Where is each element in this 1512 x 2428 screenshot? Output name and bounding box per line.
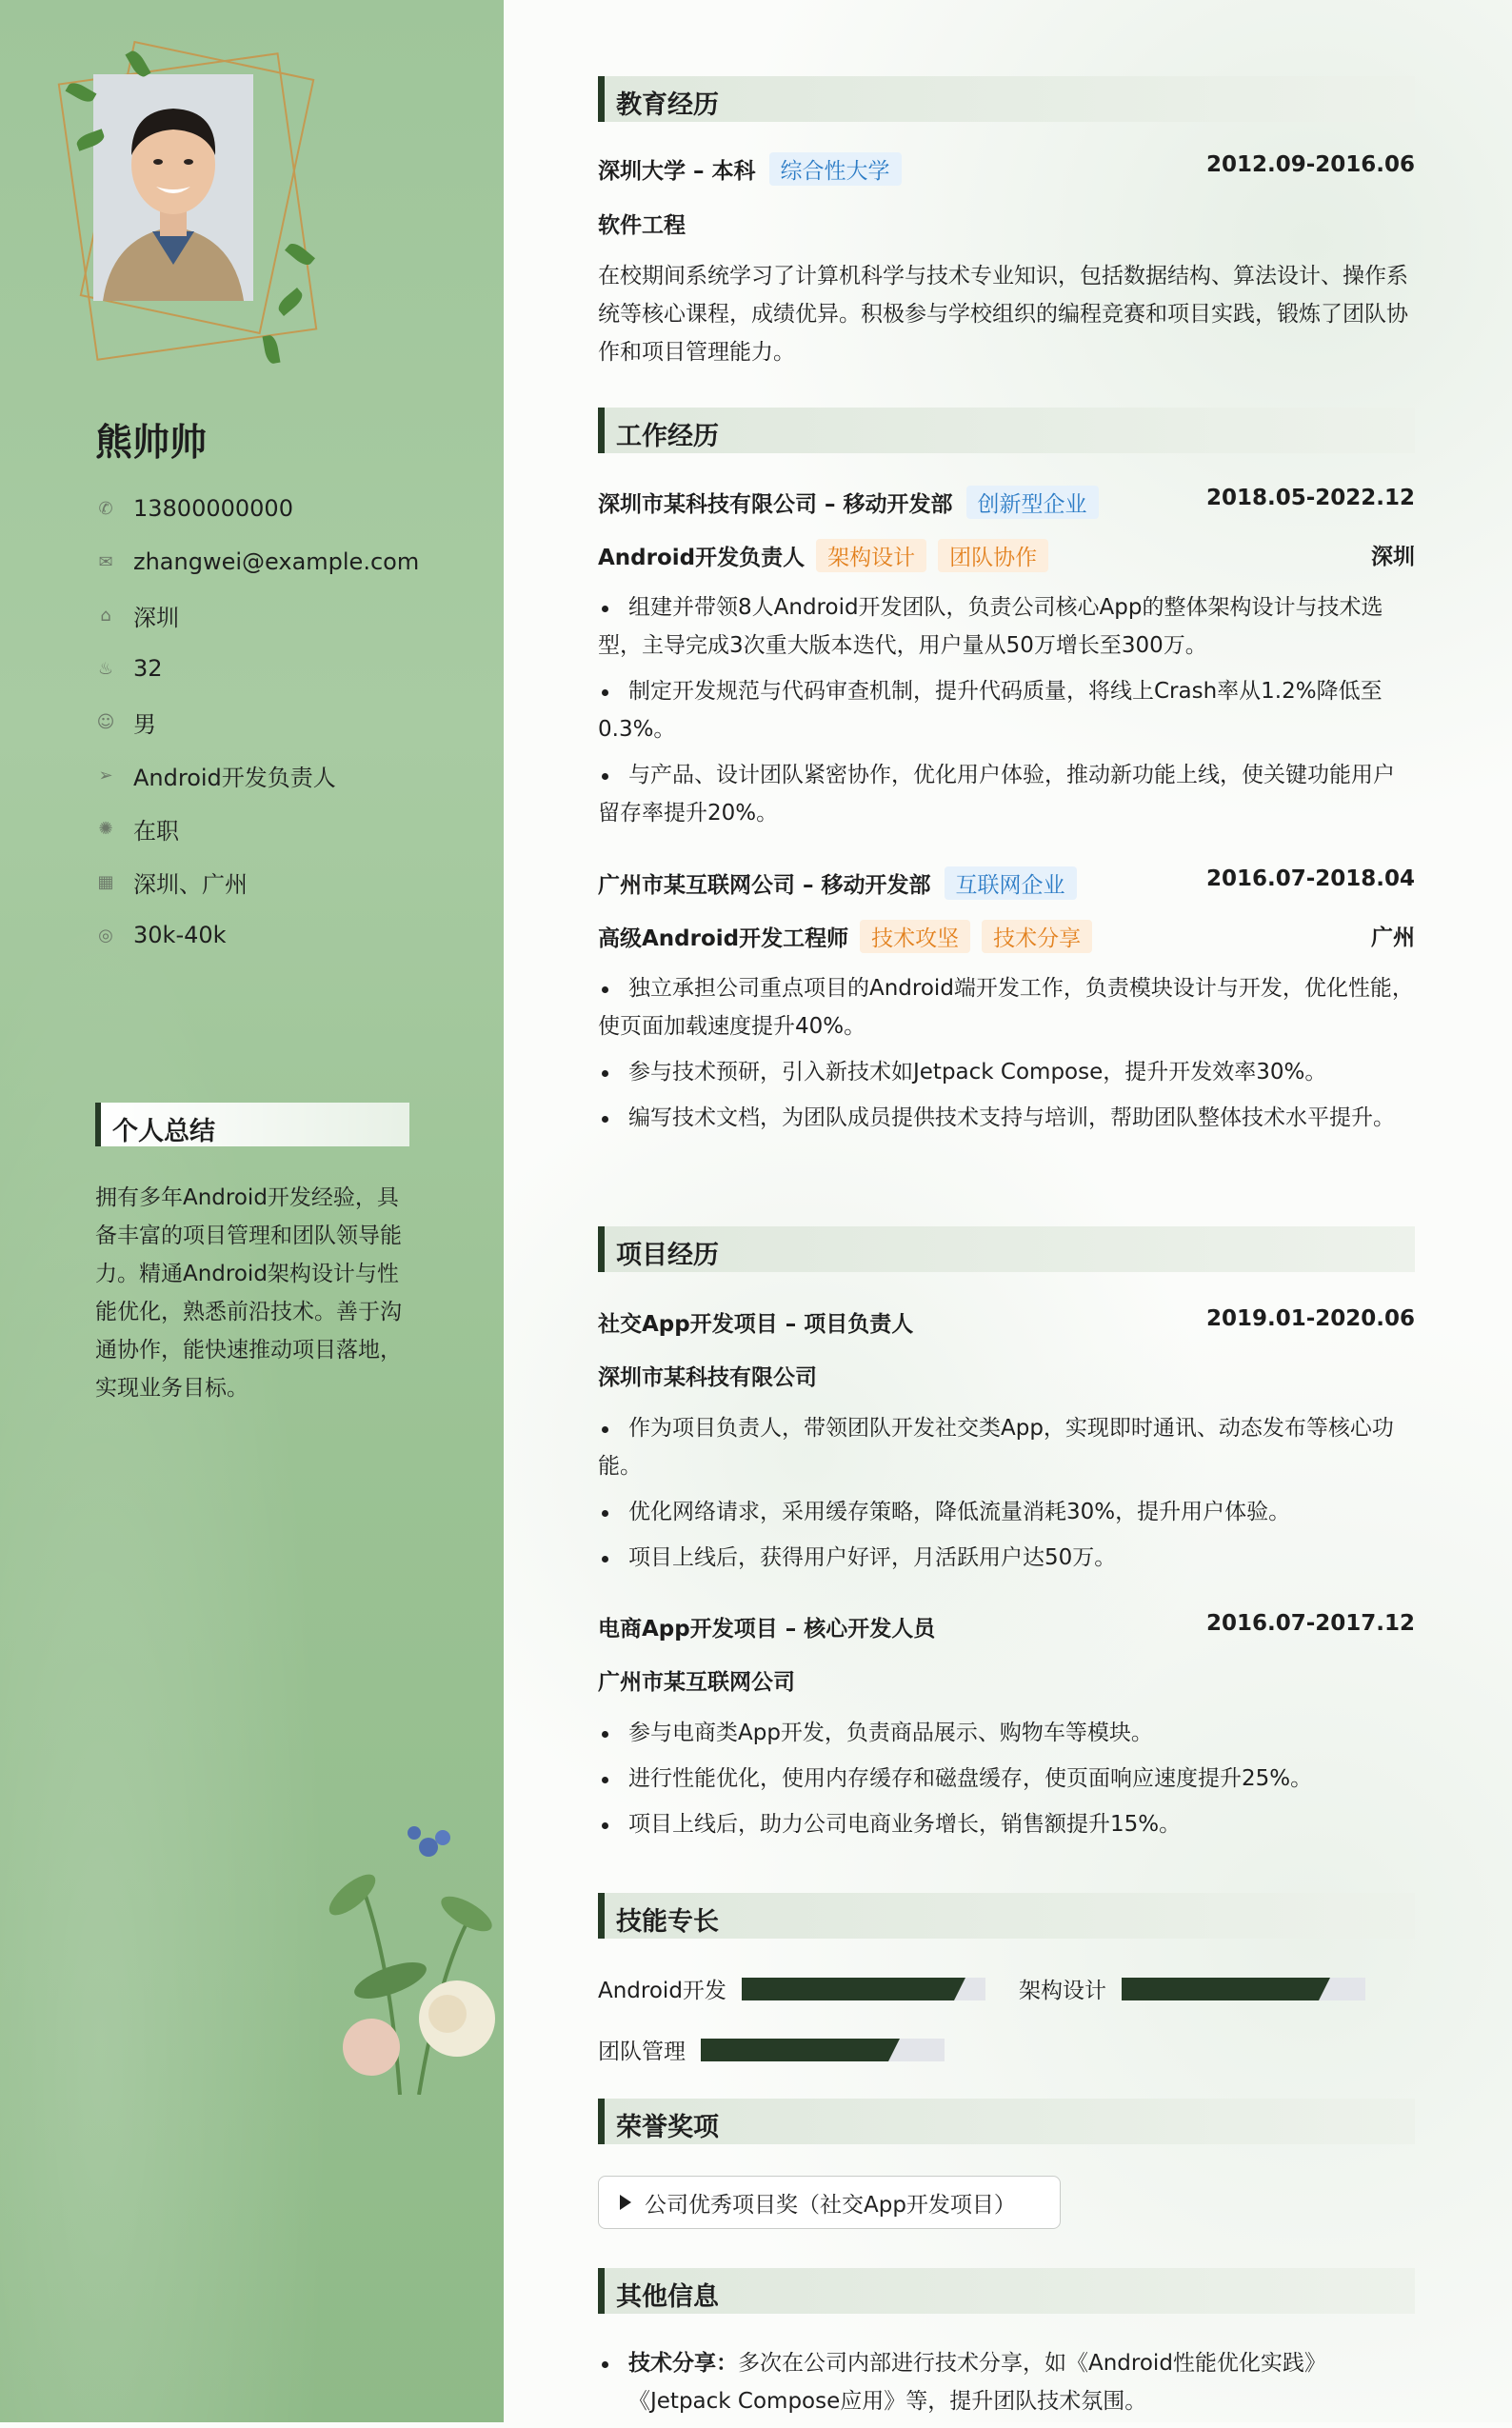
triangle-right-icon (620, 2195, 631, 2210)
list-item: 项目上线后，助力公司电商业务增长，销售额提升15%。 (598, 1805, 1415, 1843)
other-bullets (598, 2344, 1415, 2428)
phone-icon: ✆ (98, 498, 113, 519)
gender-icon: ☺ (96, 711, 115, 732)
skill-tag: 技术攻坚 (860, 920, 970, 953)
list-item: 作为项目负责人，带领团队开发社交类App，实现即时通讯、动态发布等核心功能。 (598, 1409, 1415, 1485)
info-age: ♨ 32 (95, 651, 163, 686)
job-role: Android开发负责人 (598, 546, 806, 570)
job-date: 2016.07-2018.04 (1205, 866, 1415, 891)
list-item: 参与技术预研，引入新技术如Jetpack Compose，提升开发效率30%。 (598, 1053, 1415, 1091)
project-company: 广州市某互联网公司 (598, 1670, 795, 1695)
status-icon: ✺ (98, 818, 113, 839)
company-type-tag: 创新型企业 (966, 486, 1099, 519)
job-bullets (598, 969, 1415, 1144)
flower-decoration (305, 1771, 505, 2095)
building-icon: ▦ (97, 871, 114, 892)
info-email[interactable]: ✉ zhangwei@example.com (95, 545, 419, 579)
project-date: 2019.01-2020.06 (1205, 1306, 1415, 1331)
summary-text: 拥有多年Android开发经验，具备丰富的项目管理和团队领导能力。精通Android架构设计与性能优化，熟悉前沿技术。善于沟通协作，能快速推动项目落地，实现业务目标。 (95, 1185, 402, 1401)
skill-tag: 团队协作 (938, 539, 1048, 572)
list-item: 制定开发规范与代码审查机制，提升代码质量，将线上Crash率从1.2%降低至0.3%。 (598, 672, 1415, 748)
list-item: 进行性能优化，使用内存缓存和磁盘缓存，使页面响应速度提升25%。 (598, 1760, 1415, 1798)
info-cities: ▦ 深圳、广州 (95, 865, 248, 899)
skill-bar (742, 1978, 985, 2000)
job-role-row (598, 539, 1415, 572)
leaf-decoration (263, 334, 281, 365)
list-item: 优化网络请求，采用缓存策略，降低流量消耗30%，提升用户体验。 (598, 1493, 1415, 1531)
education-date: 2012.09-2016.06 (1205, 152, 1415, 177)
job-header (598, 866, 1415, 900)
job-company: 深圳市某科技有限公司 – 移动开发部 (598, 492, 953, 517)
salary-icon: ◎ (98, 925, 113, 945)
skill-item: 架构设计 (1019, 1973, 1365, 2004)
project-header (598, 1611, 1415, 1642)
list-item: 独立承担公司重点项目的Android端开发工作，负责模块设计与开发，优化性能，使页面加载速度提升40%。 (598, 969, 1415, 1045)
job-role: 高级Android开发工程师 (598, 926, 849, 951)
list-item: 编写技术文档，为团队成员提供技术支持与培训，帮助团队整体技术水平提升。 (598, 1099, 1415, 1137)
list-item: 与产品、设计团队紧密协作，优化用户体验，推动新功能上线，使关键功能用户留存率提升20%。 (598, 756, 1415, 832)
info-position: ➢ Android开发负责人 (95, 758, 336, 792)
list-item: 组建并带领8人Android开发团队，负责公司核心App的整体架构设计与技术选型，主导完成3次重大版本迭代，用户量从50万增长至300万。 (598, 588, 1415, 665)
skill-item: 团队管理 (598, 2034, 945, 2065)
skill-item: Android开发 (598, 1973, 985, 2004)
avatar (93, 74, 253, 301)
project-bullets (598, 1714, 1415, 1851)
skill-bar-fill (742, 1978, 954, 2000)
skill-bar (701, 2039, 945, 2061)
cake-icon: ♨ (97, 658, 114, 679)
list-item (598, 2344, 1415, 2420)
project-date: 2016.07-2017.12 (1205, 1611, 1415, 1636)
photo-frame (67, 38, 324, 362)
skill-bar (1122, 1978, 1365, 2000)
section-projects-header: 项目经历 (598, 1226, 1415, 1272)
project-bullets (598, 1409, 1415, 1584)
info-gender: ☺ 男 (96, 710, 156, 738)
info-phone: ✆ 13800000000 (95, 491, 293, 526)
education-major: 软件工程 (598, 213, 686, 238)
award-item[interactable]: 公司优秀项目奖（社交App开发项目） (598, 2176, 1061, 2229)
job-date: 2018.05-2022.12 (1205, 486, 1415, 510)
school-type-tag: 综合性大学 (769, 152, 902, 186)
company-type-tag: 互联网企业 (945, 866, 1077, 900)
education-description: 在校期间系统学习了计算机科学与技术专业知识，包括数据结构、算法设计、操作系统等核心课程，成绩优异。积极参与学校组织的编程竞赛和项目实践，锻炼了团队协作和项目管理能力。 (598, 264, 1408, 365)
project-name: 电商App开发项目 – 核心开发人员 (598, 1617, 936, 1642)
sidebar (0, 0, 504, 2422)
section-other-header: 其他信息 (598, 2268, 1415, 2314)
section-work-header: 工作经历 (598, 408, 1415, 453)
job-city: 深圳 (1371, 545, 1415, 569)
education-school: 深圳大学 – 本科 (598, 159, 756, 184)
mail-icon: ✉ (98, 551, 113, 572)
skill-bar-fill (1122, 1978, 1319, 2000)
profile-name: 熊帅帅 (95, 422, 208, 465)
education-school-row (598, 152, 1415, 186)
info-salary: ◎ 30k-40k (95, 918, 227, 952)
job-role-row (598, 920, 1415, 953)
other-label: 技术分享： (628, 2351, 738, 2376)
home-icon: ⌂ (100, 605, 111, 626)
section-summary-header: 个人总结 (95, 1103, 409, 1146)
other-text: 多次在公司内部进行技术分享，如《Android性能优化实践》《Jetpack Compose应用》等，提升团队技术氛围。 (628, 2351, 1326, 2414)
section-honors-header: 荣誉奖项 (598, 2099, 1415, 2144)
info-status: ✺ 在职 (95, 811, 179, 846)
list-item: 参与电商类App开发，负责商品展示、购物车等模块。 (598, 1714, 1415, 1752)
list-item: 项目上线后，获得用户好评，月活跃用户达50万。 (598, 1539, 1415, 1577)
job-header (598, 486, 1415, 519)
skill-tag: 技术分享 (982, 920, 1092, 953)
job-bullets (598, 588, 1415, 840)
job-city: 广州 (1371, 925, 1415, 950)
send-icon: ➢ (98, 765, 113, 786)
job-company: 广州市某互联网公司 – 移动开发部 (598, 873, 931, 898)
project-name: 社交App开发项目 – 项目负责人 (598, 1312, 914, 1337)
info-location: ⌂ 深圳 (95, 598, 179, 632)
skill-tag: 架构设计 (816, 539, 926, 572)
section-education-header: 教育经历 (598, 76, 1415, 122)
skill-bar-fill (701, 2039, 888, 2061)
section-skills-header: 技能专长 (598, 1893, 1415, 1939)
project-company: 深圳市某科技有限公司 (598, 1365, 817, 1390)
project-header (598, 1306, 1415, 1338)
